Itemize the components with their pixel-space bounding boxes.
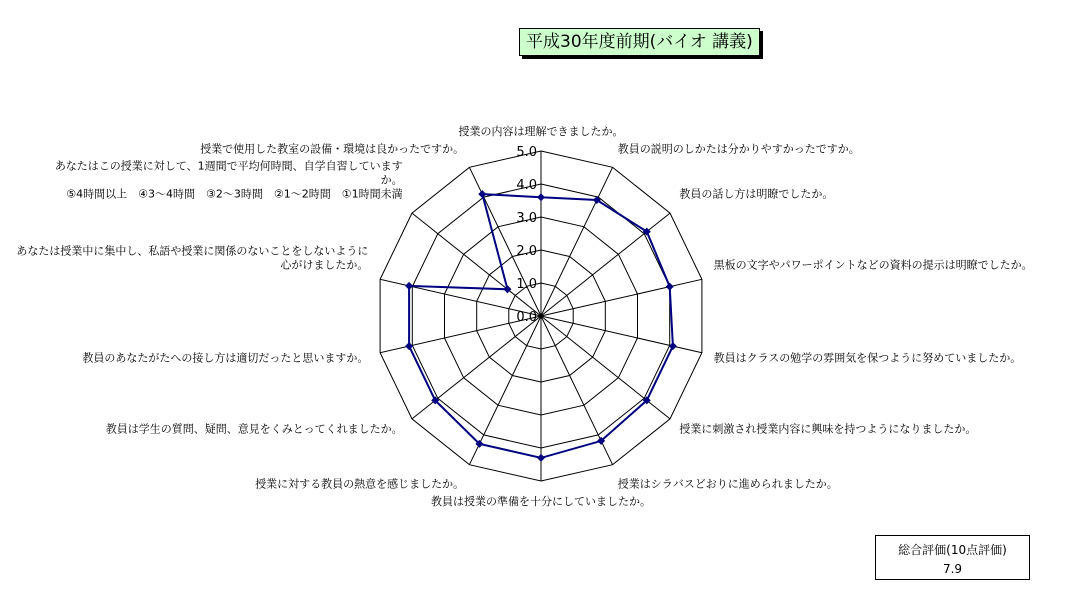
category-label: 授業の内容は理解できましたか。 bbox=[458, 125, 624, 138]
grid-spoke bbox=[541, 316, 702, 353]
tick-label: 0.0 bbox=[516, 310, 537, 325]
category-label: 授業に対する教員の熱意を感じましたか。 bbox=[255, 477, 465, 491]
category-label: 心がけましたか。 bbox=[280, 258, 369, 272]
category-label: 教員はクラスの勉学の雰囲気を保つように努めていましたか。 bbox=[713, 351, 1022, 365]
category-label: 授業はシラバスどおりに進められましたか。 bbox=[617, 477, 838, 491]
category-label: 教員の説明のしかたは分かりやすかったですか。 bbox=[617, 142, 860, 156]
category-label: 黒板の文字やパワーポイントなどの資料の提示は明瞭でしたか。 bbox=[713, 258, 1033, 272]
grid-spoke bbox=[541, 279, 702, 316]
tick-label: 1.0 bbox=[516, 277, 537, 292]
tick-label: 3.0 bbox=[516, 211, 537, 226]
category-label: あなたはこの授業に対して、1週間で平均何時間、自学自習しています bbox=[54, 159, 403, 173]
category-label: 授業に刺激され授業内容に興味を持つようになりましたか。 bbox=[679, 422, 977, 436]
overall-score-box bbox=[875, 535, 1030, 580]
tick-label: 4.0 bbox=[516, 178, 537, 193]
tick-label: 2.0 bbox=[516, 244, 537, 259]
category-label: 教員は学生の質問、疑問、意見をくみとってくれましたか。 bbox=[105, 422, 403, 436]
overall-score-value: 7.9 bbox=[942, 562, 963, 576]
category-label: ⑤4時間以上 ④3～4時間 ③2～3時間 ②1～2時間 ①1時間未満 bbox=[66, 187, 403, 201]
category-label: 授業で使用した教室の設備・環境は良かったですか。 bbox=[200, 142, 465, 156]
category-label: 教員は授業の準備を十分にしていましたか。 bbox=[431, 495, 651, 508]
category-label: か。 bbox=[380, 173, 403, 187]
category-label: 教員の話し方は明瞭でしたか。 bbox=[679, 187, 834, 201]
data-point bbox=[537, 454, 545, 462]
data-point bbox=[666, 283, 674, 291]
chart-title: 平成30年度前期(バイオ 講義) bbox=[519, 28, 760, 56]
category-label: あなたは授業中に集中し、私語や授業に関係のないことをしないように bbox=[16, 244, 369, 258]
tick-label: 5.0 bbox=[516, 145, 537, 160]
data-point bbox=[537, 193, 545, 201]
category-label: 教員のあなたがたへの接し方は適切だったと思いますか。 bbox=[82, 351, 369, 365]
overall-score-label: 総合評価(10点評価) bbox=[898, 543, 1007, 557]
